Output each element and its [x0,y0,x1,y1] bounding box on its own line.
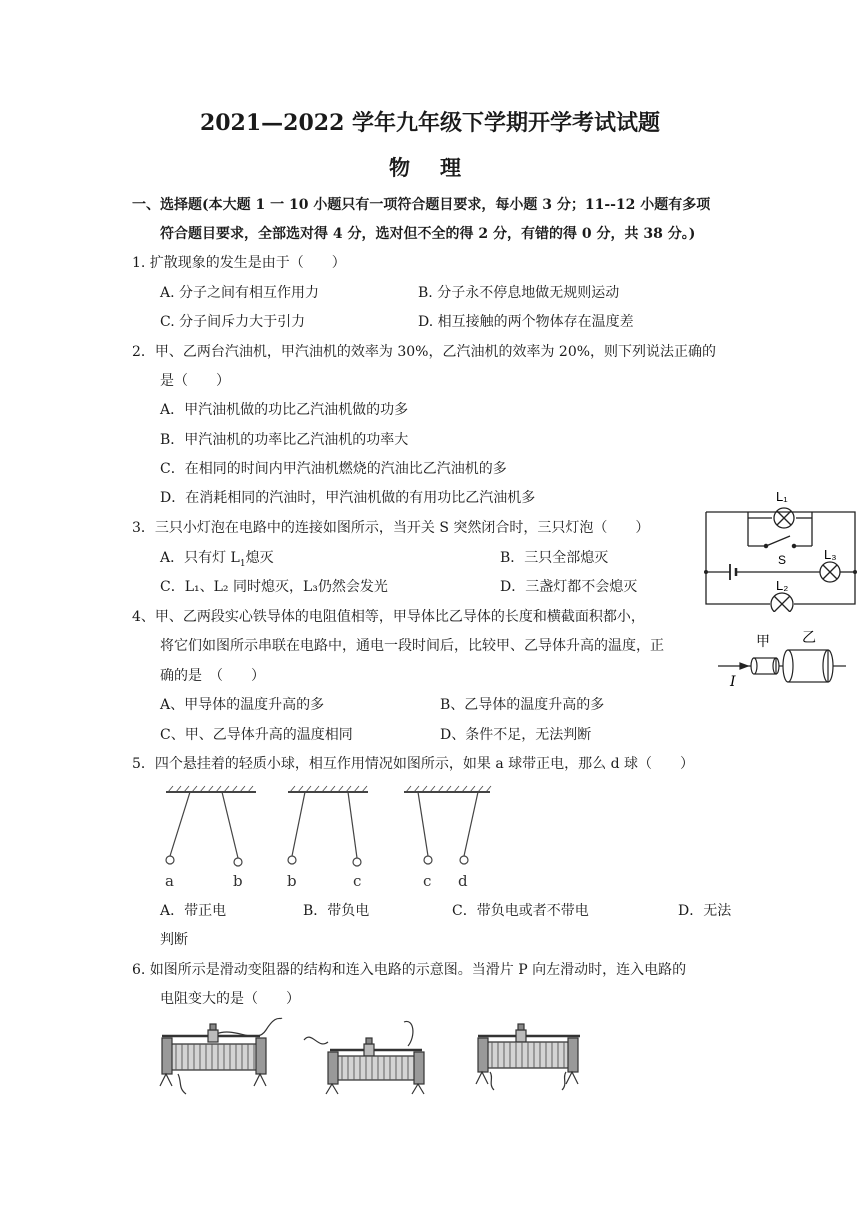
q6-rheostat-figure-c [470,1016,590,1096]
q5-option-d-continued: 判断 [160,932,188,948]
q4-option-c: C、甲、乙导体升高的温度相同 [160,727,353,743]
q1-option-b: B. 分子永不停息地做无规则运动 [418,285,620,301]
q5-ball-label-b1: b [233,872,243,890]
q4-option-b: B、乙导体的温度升高的多 [440,697,605,713]
q2-option-b: B．甲汽油机的功率比乙汽油机的功率大 [160,432,409,448]
q4-stem-line2: 将它们如图所示串联在电路中，通电一段时间后，比较甲、乙导体升高的温度，正 [160,638,664,654]
q4-label-yi: 乙 [802,630,816,646]
q4-stem-line3: 确的是 （ ） [160,668,265,684]
q5-ball-label-c2: c [423,872,432,890]
q5-stem: 5．四个悬挂着的轻质小球，相互作用情况如图所示，如果 a 球带正电，那么 d 球（ ） [132,756,695,772]
q5-option-c: C．带负电或者不带电 [452,903,589,919]
q5-option-d: D．无法 [678,903,732,919]
q3-option-a-suffix: 熄灭 [245,550,274,566]
q5-option-b: B．带负电 [303,903,370,919]
q3-label-l3: L₃ [824,547,837,562]
q3-label-l1: L₁ [776,489,788,504]
q6-stem-line2: 电阻变大的是（ ） [160,991,300,1007]
q3-label-s: S [778,553,787,567]
q2-option-a: A．甲汽油机做的功比乙汽油机做的功多 [160,402,409,418]
q3-option-d: D．三盏灯都不会熄灭 [500,579,638,595]
q4-option-a: A、甲导体的温度升高的多 [160,697,325,713]
q5-ball-label-d: d [458,872,468,890]
q3-circuit-figure [700,484,860,612]
q1-option-c: C. 分子间斥力大于引力 [160,314,306,330]
q4-conductor-figure [718,628,848,690]
q5-ball-label-c1: c [353,872,362,890]
q5-ball-label-a: a [165,872,174,890]
q4-label-current: I [730,674,736,690]
q3-option-a-sub: 1 [239,558,246,569]
q1-option-d: D. 相互接触的两个物体存在温度差 [418,314,634,330]
q2-stem-line2: 是（ ） [160,373,230,389]
q2-option-c: C．在相同的时间内甲汽油机燃烧的汽油比乙汽油机的多 [160,461,507,477]
q3-option-c: C．L₁、L₂ 同时熄灭，L₃仍然会发光 [160,579,388,595]
q3-option-a [160,549,274,573]
q4-label-jia: 甲 [756,634,770,650]
q6-stem-line1: 6. 如图所示是滑动变阻器的结构和连入电路的示意图。当滑片 P 向左滑动时，连入电路的 [132,962,687,978]
subject-title: 物理 [389,155,491,180]
q3-option-b: B．三只全部熄灭 [500,550,609,566]
q1-stem: 1. 扩散现象的发生是由于（ ） [132,255,346,271]
q2-stem-line1: 2．甲、乙两台汽油机，甲汽油机的效率为 30%，乙汽油机的效率为 20%，则下列说法正确的 [132,344,717,360]
exam-title: 2021—2022 学年九年级下学期开学考试试题 [199,110,661,136]
q3-label-l2: L₂ [776,578,789,593]
section-heading-line2: 符合题目要求，全部选对得 4 分，选对但不全的得 2 分，有错的得 0 分，共 38 分。) [160,226,696,242]
q5-balls-figure [160,784,500,894]
q4-stem-line1: 4、甲、乙两段实心铁导体的电阻值相等，甲导体比乙导体的长度和横截面积都小， [132,609,645,625]
q3-stem: 3．三只小灯泡在电路中的连接如图所示，当开关 S 突然闭合时，三只灯泡（ ） [132,520,650,536]
q6-rheostat-figure-b [300,1016,436,1096]
q4-option-d: D、条件不足，无法判断 [440,727,592,743]
q5-option-a: A．带正电 [160,903,227,919]
q3-option-a-prefix: A．只有灯 L [160,550,240,566]
q1-option-a: A. 分子之间有相互作用力 [160,285,320,301]
section-heading-line1: 一、选择题(本大题 1 一 10 小题只有一项符合题目要求，每小题 3 分；11--12 小题有多项 [132,197,711,213]
q6-rheostat-figure-a [156,1016,286,1096]
q5-ball-label-b2: b [287,872,297,890]
q2-option-d: D．在消耗相同的汽油时，甲汽油机做的有用功比乙汽油机多 [160,490,536,506]
